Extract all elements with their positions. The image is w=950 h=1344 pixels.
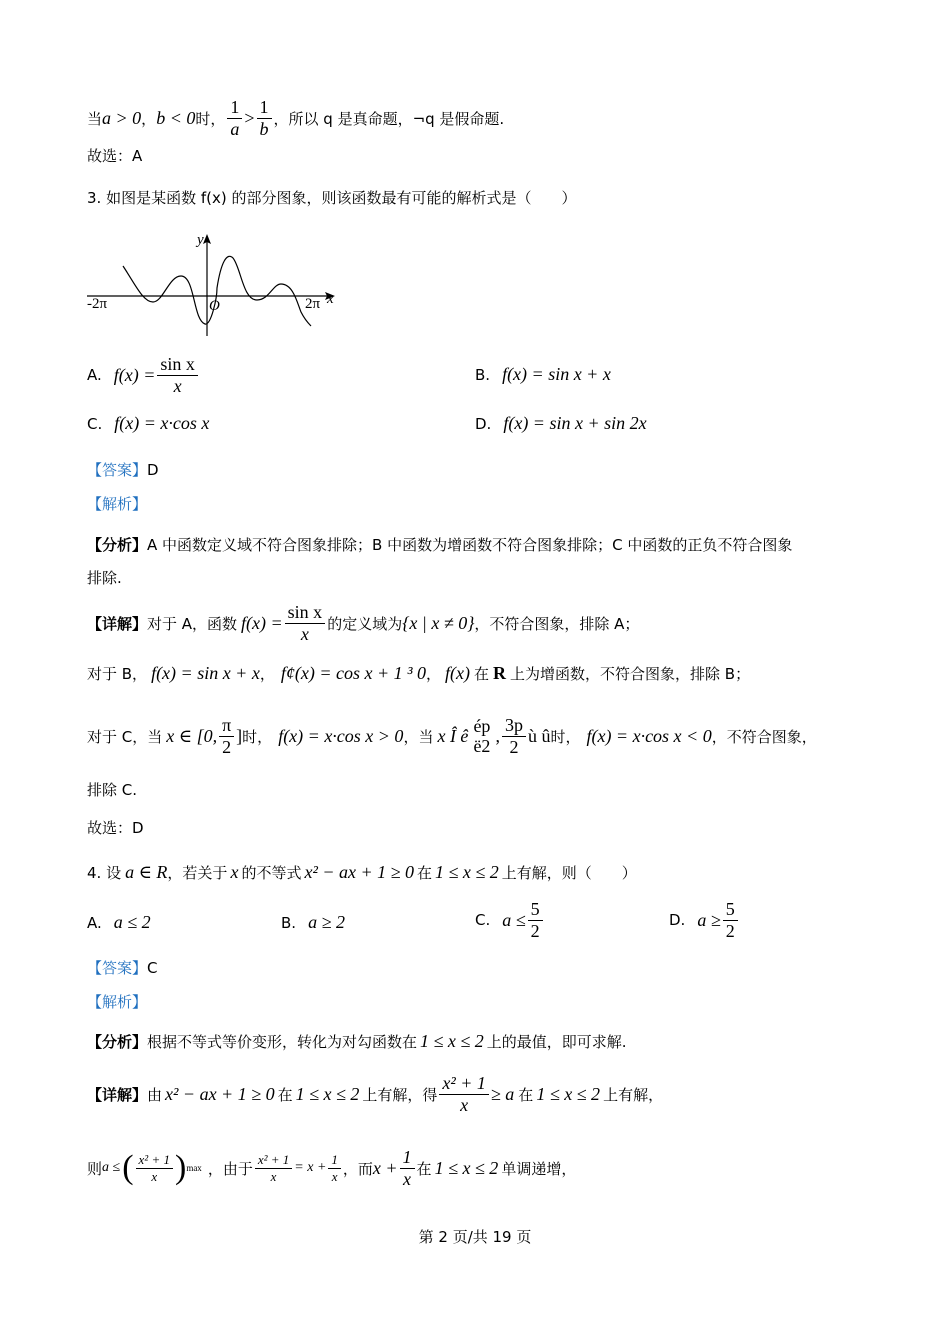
denominator: 2	[509, 736, 519, 757]
text: 在	[277, 1085, 293, 1104]
fraction	[470, 717, 493, 757]
math: a ≤	[102, 1160, 121, 1176]
q3-option-a	[87, 355, 200, 396]
denominator: 2	[222, 736, 232, 757]
fraction	[328, 1153, 341, 1183]
text: ，	[141, 109, 157, 128]
math: 1 ≤ x ≤ 2	[434, 1157, 499, 1178]
answer-value: D	[147, 460, 159, 479]
q3-graph	[87, 228, 342, 340]
numerator: 1	[257, 98, 272, 119]
math: ≥ a	[490, 1083, 515, 1104]
denominator: ë2	[473, 736, 491, 757]
denominator: 2	[530, 920, 540, 941]
text: ，当	[403, 727, 434, 746]
fraction	[227, 98, 242, 139]
math: ]	[236, 725, 243, 746]
q4-xiangjie-1	[87, 1074, 663, 1115]
math: >	[244, 107, 255, 128]
denominator: a	[230, 118, 240, 139]
option-label: B.	[475, 365, 491, 384]
right-paren: )	[174, 1149, 187, 1187]
text: ，	[259, 665, 275, 683]
fraction	[157, 355, 198, 396]
math: f(x) =	[113, 364, 156, 385]
tick-label-right: 2π	[305, 296, 321, 312]
numerator: 5	[528, 900, 543, 921]
text: 的不等式	[241, 864, 302, 882]
math: R	[493, 663, 507, 683]
numerator: x² + 1	[255, 1153, 292, 1169]
numerator: 1	[400, 1148, 415, 1169]
text: 则	[87, 1159, 103, 1178]
math: x +	[372, 1157, 398, 1178]
math: f(x) = x·cos x < 0	[586, 725, 712, 746]
denominator: x	[331, 1168, 338, 1184]
fraction	[285, 603, 326, 644]
text: 当	[87, 109, 103, 128]
fraction	[255, 1153, 292, 1183]
fraction	[136, 1153, 173, 1183]
math: f(x) =	[241, 612, 283, 633]
math: ,	[495, 725, 500, 746]
math: x Î ê	[437, 725, 469, 746]
text: 在	[416, 1159, 432, 1178]
tick-label-left: -2π	[87, 296, 108, 312]
q3-analysis-tag: 【解析】	[87, 495, 148, 513]
text: 对于 A，函数	[147, 614, 238, 633]
q4-fenxi	[87, 1031, 627, 1052]
q3-stem: 3. 如图是某函数 f(x) 的部分图象，则该函数最有可能的解析式是（ ）	[87, 189, 577, 207]
q4-xiangjie-2	[87, 1148, 576, 1189]
q3-fenxi	[87, 534, 792, 555]
q4-option-a	[87, 912, 151, 933]
q4-option-b	[281, 912, 345, 933]
math: f(x) = sin x + sin 2x	[503, 413, 647, 433]
fraction	[502, 716, 526, 757]
text: ，若关于	[167, 864, 228, 882]
math: x ∈ [0,	[166, 725, 218, 746]
page-footer: 第 2 页/共 19 页	[418, 1228, 532, 1246]
text: 上有解，	[603, 1085, 664, 1104]
text: A 中函数定义域不符合图象排除；B 中函数为增函数不符合图象排除；C 中函数的正负不符合图象	[147, 536, 793, 554]
denominator: x	[173, 375, 182, 396]
text: 对于 B，	[87, 665, 148, 683]
text: ，由于	[207, 1159, 253, 1178]
option-label: C.	[475, 911, 491, 930]
option-label: A.	[87, 366, 102, 385]
math: 1 ≤ x ≤ 2	[536, 1083, 601, 1104]
q4-stem	[87, 862, 637, 883]
text: 对于 C，当	[87, 727, 163, 746]
numerator: x² + 1	[136, 1153, 173, 1169]
denominator: b	[259, 118, 269, 139]
line-prev-conclusion	[87, 98, 504, 139]
q3-option-c	[87, 413, 209, 434]
text: 根据不等式等价变形，转化为对勾函数在	[147, 1033, 418, 1051]
q3-xiangjie-3	[87, 716, 817, 757]
numerator: 1	[227, 98, 242, 119]
math: a > 0	[102, 107, 142, 128]
text: 时，	[195, 109, 226, 128]
fenxi-tag: 【分析】	[87, 1033, 148, 1051]
numerator: π	[219, 716, 234, 737]
text: ，不符合图象，	[711, 727, 817, 746]
text: 由	[147, 1085, 163, 1104]
math: 1 ≤ x ≤ 2	[420, 1031, 484, 1051]
text: ，	[426, 665, 442, 683]
math: ù û	[527, 725, 551, 746]
fraction	[400, 1148, 415, 1189]
numerator: 5	[723, 900, 738, 921]
denominator: x	[403, 1168, 412, 1189]
fraction	[219, 716, 234, 757]
math: f(x) = sin x + x	[151, 663, 260, 683]
math: f(x) = sin x + x	[502, 364, 611, 384]
text: ，而	[342, 1159, 373, 1178]
text: 上有解，得	[362, 1085, 438, 1104]
answer-tag: 【答案】	[87, 461, 148, 479]
math: x² − ax + 1 ≥ 0	[304, 862, 414, 882]
q3-xiangjie-2	[87, 663, 750, 684]
text: 时，	[242, 727, 273, 746]
math: b < 0	[156, 107, 196, 128]
numerator: 3p	[502, 716, 526, 737]
math: 1 ≤ x ≤ 2	[295, 1083, 360, 1104]
denominator: x	[151, 1168, 158, 1184]
text: 时，	[550, 727, 581, 746]
q3-answer	[87, 459, 159, 480]
text: 在	[417, 864, 433, 882]
x-label: x	[327, 291, 334, 307]
math: a ∈ R	[125, 862, 168, 882]
fraction	[439, 1074, 489, 1115]
math: a ≥	[697, 909, 721, 930]
q4-answer	[87, 957, 158, 978]
text: ，不符合图象，排除 A；	[474, 614, 640, 633]
q3-xiangjie-1	[87, 603, 639, 644]
answer-tag: 【答案】	[87, 959, 148, 977]
denominator: x	[300, 623, 309, 644]
text: 上为增函数，不符合图象，排除 B；	[510, 665, 751, 683]
denominator: x	[460, 1094, 469, 1115]
math: 1 ≤ x ≤ 2	[435, 862, 499, 882]
text: 在	[518, 1085, 534, 1104]
xiangjie-tag: 【详解】	[87, 614, 148, 633]
option-label: A.	[87, 913, 102, 932]
numerator: ép	[473, 715, 491, 736]
option-label: D.	[669, 911, 686, 930]
fraction	[528, 900, 543, 941]
function-curve	[123, 256, 311, 326]
y-label: y	[197, 232, 204, 248]
origin-label: O	[209, 298, 220, 314]
q3-option-d	[475, 413, 647, 434]
numerator: x² + 1	[439, 1074, 489, 1095]
text: 4. 设	[87, 864, 122, 882]
text: 上有解，则（ ）	[501, 864, 637, 882]
q3-final: 故选：D	[87, 819, 144, 837]
numerator: sin x	[285, 603, 326, 624]
math: f(x) = x·cos x > 0	[278, 725, 404, 746]
math: = x +	[294, 1160, 327, 1176]
text: ，所以 q 是真命题，¬q 是假命题.	[273, 109, 505, 128]
text: 上的最值，即可求解.	[486, 1033, 627, 1051]
math: a ≤ 2	[113, 912, 151, 932]
q4-analysis-tag: 【解析】	[87, 993, 148, 1011]
xiangjie-tag: 【详解】	[87, 1085, 148, 1104]
math: f(x)	[445, 663, 470, 683]
q3-option-b	[475, 364, 611, 385]
text: 的定义域为	[327, 614, 403, 633]
option-label: D.	[475, 414, 492, 433]
math: x	[230, 862, 239, 882]
math: f¢(x) = cos x + 1 ³ 0	[280, 663, 426, 683]
q4-option-d	[669, 900, 740, 941]
fraction	[257, 98, 272, 139]
math: a ≤	[502, 909, 526, 930]
text: 在	[474, 665, 490, 683]
math: x² − ax + 1 ≥ 0	[165, 1083, 275, 1104]
answer-choice-prev: 故选：A	[87, 147, 143, 165]
q4-option-c	[475, 900, 545, 941]
numerator: 1	[328, 1153, 341, 1169]
left-paren: (	[122, 1149, 134, 1187]
answer-value: C	[147, 958, 158, 977]
q3-xiangjie-4: 排除 C.	[87, 781, 138, 799]
q3-fenxi-cont: 排除.	[87, 569, 122, 587]
denominator: 2	[725, 920, 735, 941]
fenxi-tag: 【分析】	[87, 536, 148, 554]
numerator: sin x	[157, 355, 198, 376]
option-label: C.	[87, 414, 103, 433]
math: {x | x ≠ 0}	[402, 612, 475, 633]
option-label: B.	[281, 913, 297, 932]
subscript-max: max	[186, 1163, 202, 1174]
text: 单调递增，	[501, 1159, 577, 1178]
math: f(x) = x·cos x	[114, 413, 210, 433]
math: a ≥ 2	[308, 912, 345, 932]
denominator: x	[270, 1168, 277, 1184]
fraction	[723, 900, 738, 941]
